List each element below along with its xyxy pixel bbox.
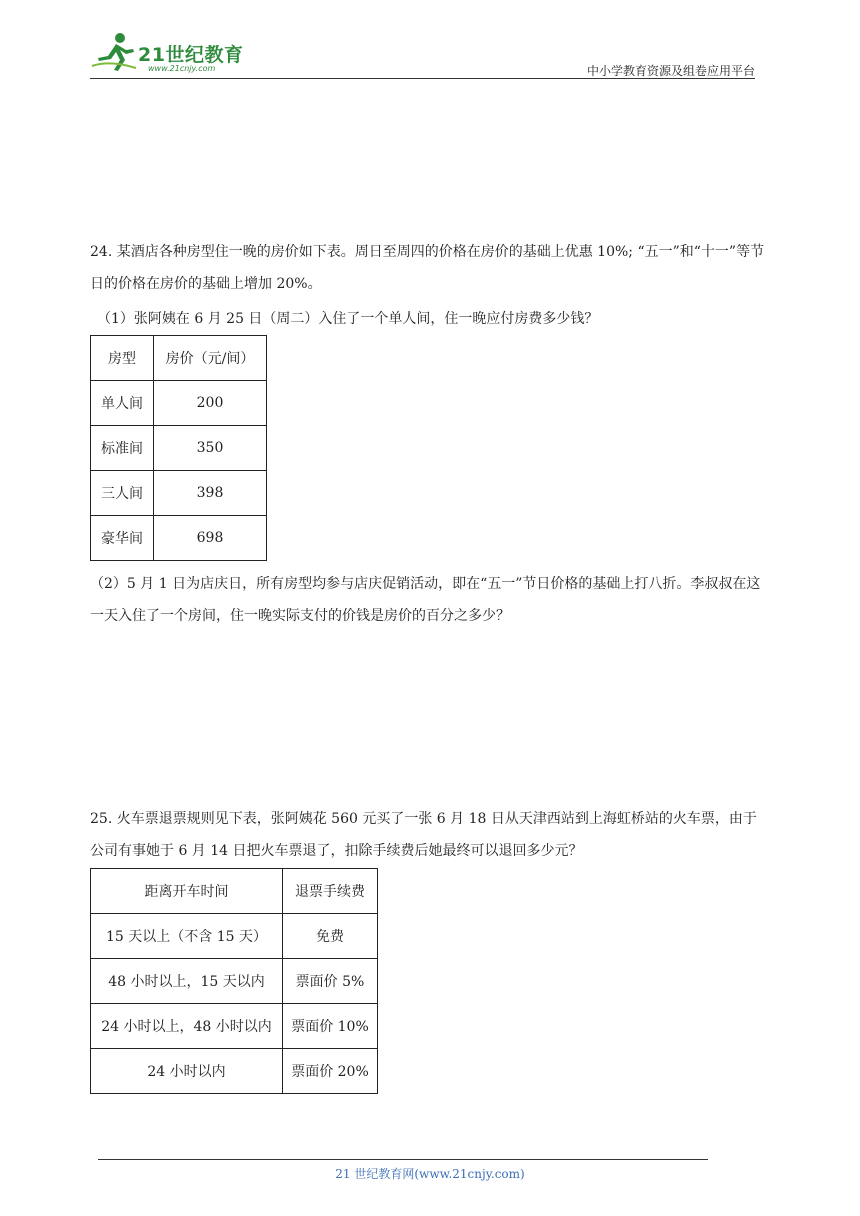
table-row (91, 1004, 378, 1049)
logo-url: www.21cnjy.com (148, 64, 216, 73)
time-range-cell: 15 天以上（不含 15 天） (91, 914, 283, 959)
room-type-cell: 标准间 (91, 426, 154, 471)
fee-cell: 票面价 10% (283, 1004, 378, 1049)
room-price-cell: 200 (154, 381, 267, 426)
room-type-cell: 豪华间 (91, 516, 154, 561)
footer-divider (98, 1159, 708, 1160)
time-range-cell: 48 小时以上，15 天以内 (91, 959, 283, 1004)
room-price-table (90, 335, 267, 561)
fee-cell: 票面价 20% (283, 1049, 378, 1094)
room-price-cell: 398 (154, 471, 267, 516)
header-platform-label: 中小学教育资源及组卷应用平台 (586, 64, 755, 78)
table-header-row (91, 869, 378, 914)
table-row (91, 516, 267, 561)
room-price-cell: 698 (154, 516, 267, 561)
table-header-cell: 房型 (91, 336, 154, 381)
page-footer: 21 世纪教育网(www.21cnjy.com) (335, 1167, 525, 1181)
header-divider (90, 78, 755, 79)
table-header-row (91, 336, 267, 381)
table-row (91, 381, 267, 426)
table-row (91, 1049, 378, 1094)
table-row (91, 959, 378, 1004)
site-logo (90, 30, 260, 78)
logo-text: 21世纪教育 (138, 44, 244, 66)
time-range-cell: 24 小时以内 (91, 1049, 283, 1094)
room-price-cell: 350 (154, 426, 267, 471)
table-header-cell: 退票手续费 (283, 869, 378, 914)
time-range-cell: 24 小时以上，48 小时以内 (91, 1004, 283, 1049)
table-header-cell: 房价（元/间） (154, 336, 267, 381)
question-24-part-1: （1）张阿姨在 6 月 25 日（周二）入住了一个单人间，住一晚应付房费多少钱？ (97, 311, 599, 327)
table-header-cell: 距离开车时间 (91, 869, 283, 914)
refund-fee-table (90, 868, 378, 1094)
table-row (91, 471, 267, 516)
fee-cell: 免费 (283, 914, 378, 959)
table-row (91, 426, 267, 471)
table-row (91, 914, 378, 959)
fee-cell: 票面价 5% (283, 959, 378, 1004)
runner-logo-icon (90, 30, 138, 74)
room-type-cell: 单人间 (91, 381, 154, 426)
question-24-text: 24. 某酒店各种房型住一晚的房价如下表。周日至周四的价格在房价的基础上优惠 10%; “五一”和“十一”等节日的价格在房价的基础上增加 20%。 (90, 244, 765, 292)
page-header (90, 30, 755, 78)
room-type-cell: 三人间 (91, 471, 154, 516)
question-24-part-2: （2）5 月 1 日为店庆日，所有房型均参与店庆促销活动，即在“五一”节日价格的基础上打八折。李叔叔在这一天入住了一个房间，住一晚实际支付的价钱是房价的百分之多少？ (90, 576, 761, 624)
question-25-text: 25. 火车票退票规则见下表，张阿姨花 560 元买了一张 6 月 18 日从天津西站到上海虹桥站的火车票，由于公司有事她于 6 月 14 日把火车票退了，扣除手续费后她最终可以退回多少元？ (90, 811, 757, 859)
